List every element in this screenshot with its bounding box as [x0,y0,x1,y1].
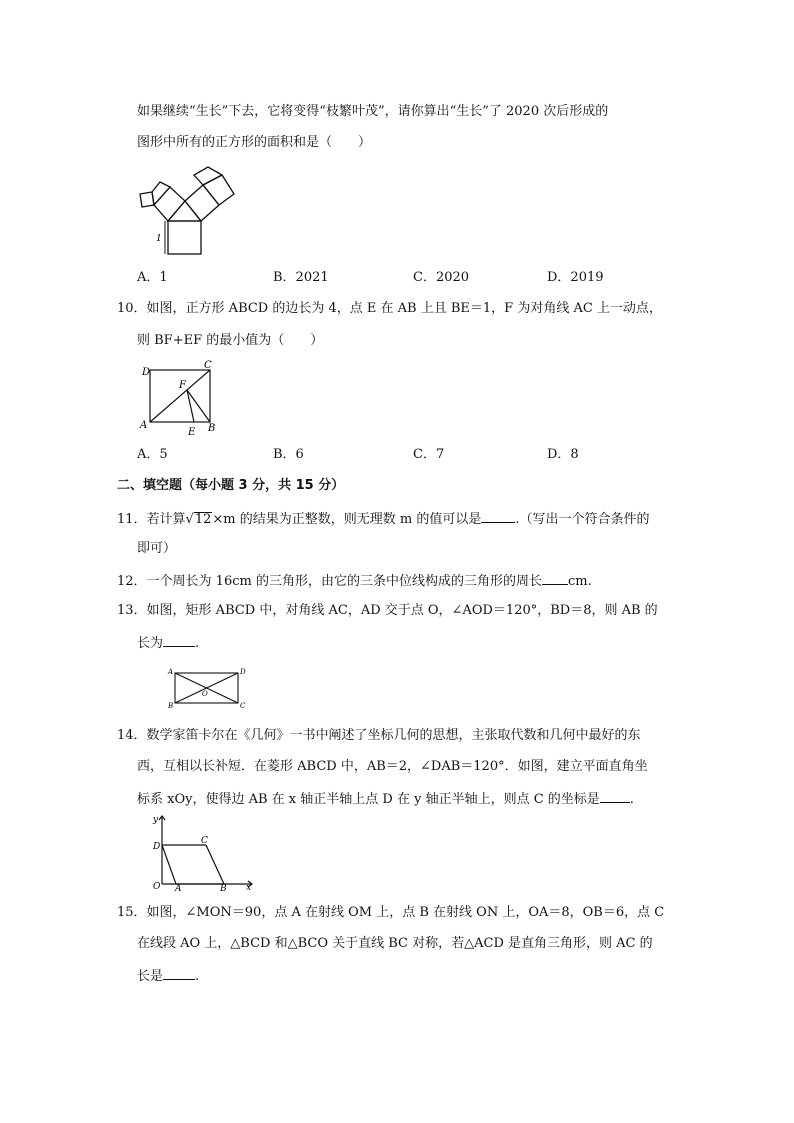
q12-prefix: 12．一个周长为 16cm 的三角形，由它的三条中位线构成的三角形的周长 [117,574,542,589]
q11-middle: ×m 的结果为正整数，则无理数 m 的值可以是 [212,512,482,527]
q10-line-2: 则 BF+EF 的最小值为（ ） [137,333,324,348]
q15-prefix: 长是 [137,969,164,984]
q13-suffix: . [195,636,200,651]
q9-option-c[interactable]: C．2020 [413,270,470,285]
q13-line-1: 13．如图，矩形 ABCD 中，对角线 AC，AD 交于点 O，∠AOD＝120°，BD＝8，则 AB 的 [117,603,658,618]
q15-suffix: . [195,969,200,984]
sqrt-sign: √ [185,512,194,527]
q12-suffix: cm. [567,574,592,589]
q10-option-d[interactable]: D．8 [547,447,579,462]
q9-line-2: 图形中所有的正方形的面积和是（ ） [137,135,372,150]
q13-label-b: B [168,702,174,710]
q15-answer-blank[interactable] [163,966,195,980]
section-2-heading: 二、填空题（每小题 3 分，共 15 分） [117,478,345,493]
q9-fig-label: 1 [156,234,162,244]
q14-line-3 [137,789,634,809]
q13-prefix: 长为 [137,636,164,651]
q10-option-c[interactable]: C．7 [413,447,445,462]
q10-label-e: E [188,427,196,438]
q14-label-a: A [175,884,182,892]
q10-label-b: B [208,423,216,434]
q10-option-a[interactable]: A．5 [137,447,168,462]
q10-label-d: D [142,367,151,378]
q14-suffix: . [629,792,634,807]
q13-label-o: O [202,690,208,698]
q14-answer-blank[interactable] [600,789,630,803]
q14-line-1: 14．数学家笛卡尔在《几何》一书中阐述了坐标几何的思想，主张取代数和几何中最好的东 [117,728,641,743]
q14-label-o: O [153,882,161,892]
q14-label-x: x [246,883,252,892]
q11-prefix: 11．若计算 [117,512,186,527]
q13-rectangle-figure [166,664,250,712]
q14-coordinate-figure [140,812,260,892]
q13-label-a: A [168,668,174,676]
q11-suffix: .（写出一个符合条件的 [515,512,650,527]
q9-option-a[interactable]: A．1 [137,270,168,285]
q9-pythagoras-tree-figure [138,165,240,257]
q9-option-d[interactable]: D．2019 [547,270,604,285]
q10-label-c: C [204,360,212,371]
q14-label-c: C [201,836,208,846]
q14-label-b: B [220,884,227,892]
q11-answer-blank[interactable] [481,509,515,523]
q14-label-y: y [153,815,159,825]
q11-line-2: 即可） [137,541,177,556]
q14-label-d: D [153,842,161,852]
q14-prefix: 标系 xOy，使得边 AB 在 x 轴正半轴上点 D 在 y 轴正半轴上，则点 C 的坐标是 [137,792,600,807]
q13-answer-blank[interactable] [163,633,195,647]
q14-line-2: 西，互相以长补短．在菱形 ABCD 中，AB＝2，∠DAB＝120°．如图，建立平面直角坐 [137,759,648,774]
q15-line-3 [137,966,199,986]
q10-line-1: 10．如图，正方形 ABCD 的边长为 4，点 E 在 AB 上且 BE＝1，F 为对角线 AC 上一动点， [117,301,662,316]
q15-line-1: 15．如图，∠MON＝90，点 A 在射线 OM 上，点 B 在射线 ON 上，OA＝8，OB＝6，点 C [117,905,665,920]
q10-square-figure [138,358,220,438]
q15-line-2: 在线段 AO 上，△BCD 和△BCO 关于直线 BC 对称，若△ACD 是直角三角形，则 AC 的 [137,936,653,951]
q10-label-f: F [179,380,186,391]
q9-line-1: 如果继续“生长”下去，它将变得“枝繁叶茂”，请你算出“生长”了 2020 次后形成的 [137,104,609,119]
q9-option-b[interactable]: B．2021 [273,270,329,285]
q11-radicand: 12 [194,512,212,527]
q13-label-d: D [240,668,246,676]
q12-answer-blank[interactable] [542,571,568,585]
q10-label-a: A [140,420,148,431]
q13-line-2 [137,633,199,653]
q12-line [117,571,592,591]
q13-label-c: C [240,702,246,710]
q11-line-1 [117,509,649,529]
q10-option-b[interactable]: B．6 [273,447,304,462]
